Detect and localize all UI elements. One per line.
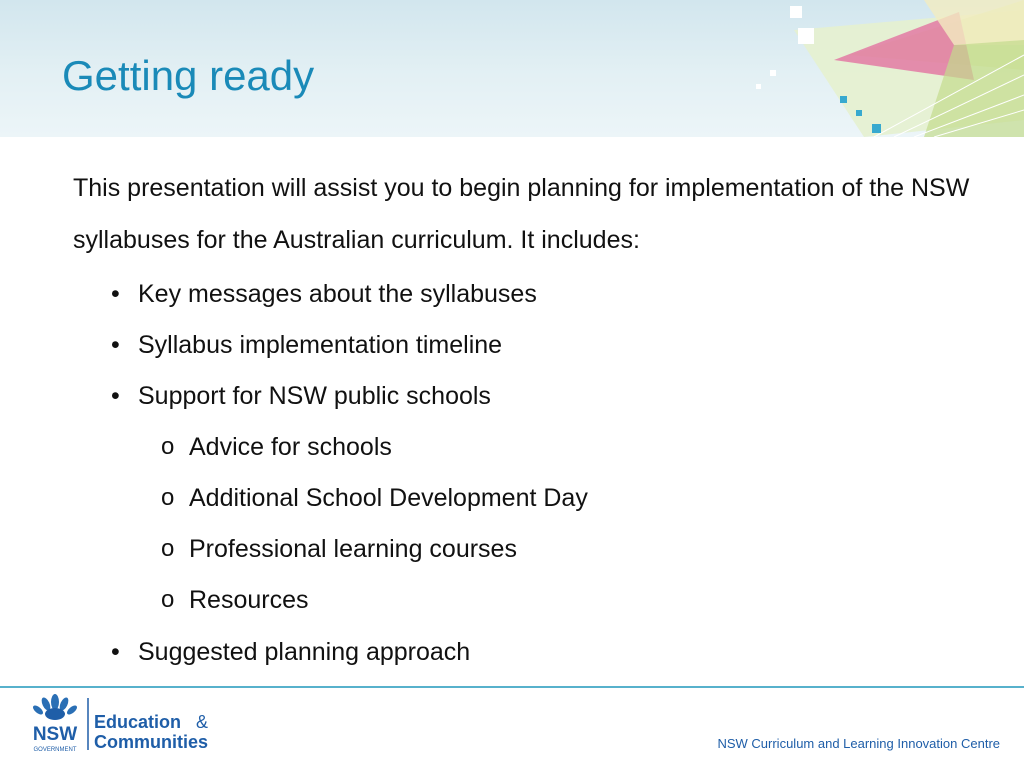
list-item-text: Syllabus implementation timeline <box>138 331 503 359</box>
logo-nsw-text: NSW <box>32 724 78 745</box>
bullet-marker: • <box>111 638 120 666</box>
list-item-text: Key messages about the syllabuses <box>138 280 537 308</box>
list-item <box>111 635 471 669</box>
logo-ampersand: & <box>196 712 209 732</box>
logo-government-text: GOVERNMENT <box>33 747 77 753</box>
sub-list-item <box>161 430 392 464</box>
list-item-text: Additional School Development Day <box>189 484 588 512</box>
intro-paragraph: This presentation will assist you to begin planning for implementation of the NSW syllabuses for the Australian curriculum. It includes: <box>73 174 970 254</box>
list-item <box>111 379 491 413</box>
list-item-text: Resources <box>189 586 309 614</box>
education-communities-logo <box>28 692 238 756</box>
slide-title: Getting ready <box>62 52 315 99</box>
waratah-logo-icon <box>31 694 78 720</box>
list-item <box>111 328 503 362</box>
list-item-text: Suggested planning approach <box>138 638 471 666</box>
list-item-text: Professional learning courses <box>189 535 517 563</box>
sub-bullet-marker: o <box>161 484 175 511</box>
sub-list-item <box>161 532 517 566</box>
sub-bullet-marker: o <box>161 535 175 562</box>
footer-centre-name: NSW Curriculum and Learning Innovation Centre <box>717 736 1000 751</box>
list-item <box>111 277 537 311</box>
footer-divider <box>0 686 1024 688</box>
sub-bullet-marker: o <box>161 433 175 460</box>
logo-communities-text: Communities <box>94 732 209 752</box>
header-decoration <box>724 0 1024 137</box>
bullet-marker: • <box>111 280 120 308</box>
sub-list-item <box>161 481 588 515</box>
list-item-text: Advice for schools <box>189 433 392 461</box>
sub-list-item <box>161 583 309 617</box>
logo-education-text: Education <box>94 712 182 732</box>
list-item-text: Support for NSW public schools <box>138 382 491 410</box>
sub-bullet-marker: o <box>161 586 175 613</box>
slide-header <box>0 0 1024 137</box>
bullet-marker: • <box>111 382 120 410</box>
bullet-marker: • <box>111 331 120 359</box>
